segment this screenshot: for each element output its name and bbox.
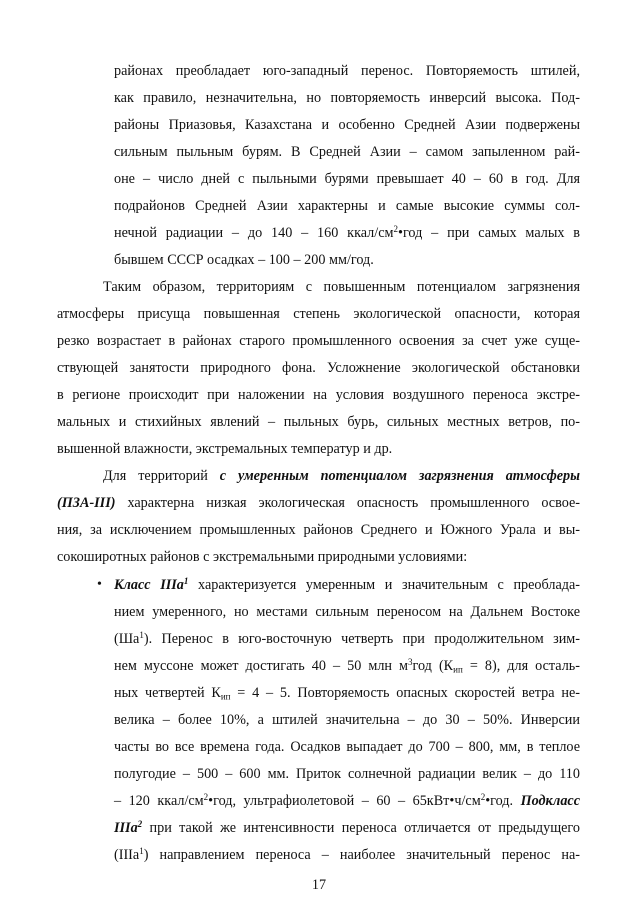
text-line: Таким образом, территориям с повышенным потенциалом загрязнения (103, 279, 580, 295)
text-line: районах преобладает юго-западный перенос. Повторяемость штилей, (114, 63, 580, 79)
text-line: нем муссоне может достигать 40 – 50 млн $м^3год$ $(К_{ип} = 8)$, для осталь- (114, 657, 580, 675)
text-line: ния, за исключением промышленных районов Среднего и Южного Урала и вы- (57, 522, 580, 538)
text-line: нечной радиации – до 140 – 160 ккал/$см^2•год$ – при самых малых в (114, 224, 580, 241)
text-line: – 120 ккал/$см^2•год$, ультрафиолетовой – $60 - 65кВт•ч/см^2•год$. Подкласс (114, 792, 581, 809)
text-line: сокоширотных районов с экстремальными природными условиями: (57, 549, 468, 565)
text-line: ствующей занятости природного фона. Усложнение экологической обстановки (57, 360, 580, 376)
text-line: ных четвертей $К_{ип} = 4 - 5$. Повторяемость опасных скоростей ветра не- (114, 685, 580, 702)
text-line: резко возрастает в районах старого промышленного освоения за счет уже суще- (57, 333, 580, 349)
text-line: часты во все времена года. Осадков выпадает до 700 – 800, мм, в теплое (114, 739, 580, 755)
text-line: районы Приазовья, Казахстана и особенно Средней Азии подвержены (114, 117, 580, 133)
text-line: Для территорий с умеренным потенциалом загрязнения атмосферы (103, 468, 580, 484)
text-line: как правило, незначительна, но повторяемость инверсий высока. Под- (114, 90, 580, 106)
text-line: (ПЗА-III) характерна низкая экологическая опасность промышленного освое- (57, 495, 580, 511)
page-number: 17 (311, 877, 327, 893)
text-line: бывшем СССР осадках – 100 – 200 мм/год. (114, 252, 374, 268)
text-line: мальных и стихийных явлений – пыльных бурь, сильных местных ветров, по- (57, 414, 580, 430)
text-line: сильным пыльным бурям. В Средней Азии – самом запыленном рай- (114, 144, 580, 160)
text-line: Класс IIIa$^1$ характеризуется умеренным и значительным с преоблада- (114, 576, 580, 593)
text-line: оне – число дней с пыльными бурями превышает 40 – 60 в год. Для (114, 171, 580, 187)
text-line: нием умеренного, но местами сильным переносом на Дальнем Востоке (114, 604, 580, 620)
text-line: подрайонов Средней Азии характерны и самые высокие суммы сол- (114, 198, 580, 214)
text-line: $(Ша^1)$. Перенос в юго-восточную четверть при продолжительном зим- (114, 630, 580, 647)
text-line: полугодие – 500 – 600 мм. Приток солнечной радиации велик – до 110 (114, 766, 580, 782)
text-line: IIIa$^2$ при такой же интенсивности переноса отличается от предыдущего (114, 819, 580, 836)
bullet-marker: • (97, 577, 102, 592)
text-line: в регионе происходит при наложении на условия воздушного переноса экстре- (57, 387, 580, 403)
text-line: вышенной влажности, экстремальных температур и др. (57, 441, 393, 457)
text-line: атмосферы присуща повышенная степень экологической опасности, которая (57, 306, 580, 322)
text-line: велика – более 10%, а штилей значительна – до 30 – 50%. Инверсии (114, 712, 580, 728)
text-line: (IIIa$^1$) направлением переноса – наиболее значительный перенос на- (114, 846, 580, 863)
